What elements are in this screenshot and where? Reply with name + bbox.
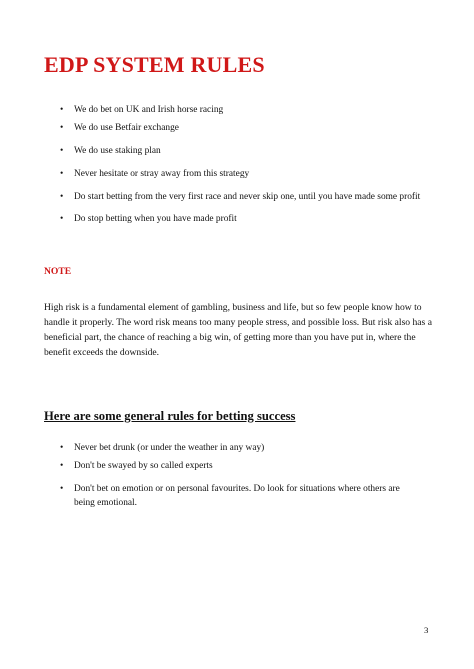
rule-text: Never hesitate or stray away from this strategy [74,169,250,179]
bullet-icon: • [60,461,64,471]
list-item [60,459,414,473]
bullet-icon: • [60,105,64,115]
rule-text: Do stop betting when you have made profit [74,214,237,224]
bullet-icon: • [60,443,64,453]
list-item [60,482,414,510]
list-item [60,441,414,455]
bullet-icon: • [60,146,64,156]
note-heading: NOTE [44,266,72,277]
rule-text: Don't bet on emotion or on personal favourites. Do look for situations where others are being emotional. [74,484,400,508]
bullet-icon: • [60,214,64,224]
rule-text: Never bet drunk (or under the weather in any way) [74,443,265,453]
rule-text: We do use Betfair exchange [74,123,179,133]
rule-text: Do start betting from the very first race and never skip one, until you have made some profit [74,192,421,202]
page-title: EDP SYSTEM RULES [44,52,265,77]
bullet-icon: • [60,192,64,202]
bullet-icon: • [60,123,64,133]
page-number: 3 [424,625,429,635]
rule-text: Don't be swayed by so called experts [74,461,213,471]
note-paragraph: High risk is a fundamental element of gambling, business and life, but so few people know how to handle it properly. The word risk means too many people stress, and possible loss. But risk also has a beneficial part, the chance of reaching a big win, of getting more than you have put in, where the benefit exceeds the downside. [44,302,432,358]
rule-text: We do use staking plan [74,146,161,156]
section-heading: Here are some general rules for betting success [44,409,296,423]
rule-text: We do bet on UK and Irish horse racing [74,105,224,115]
bullet-icon: • [60,484,64,494]
bullet-icon: • [60,169,64,179]
